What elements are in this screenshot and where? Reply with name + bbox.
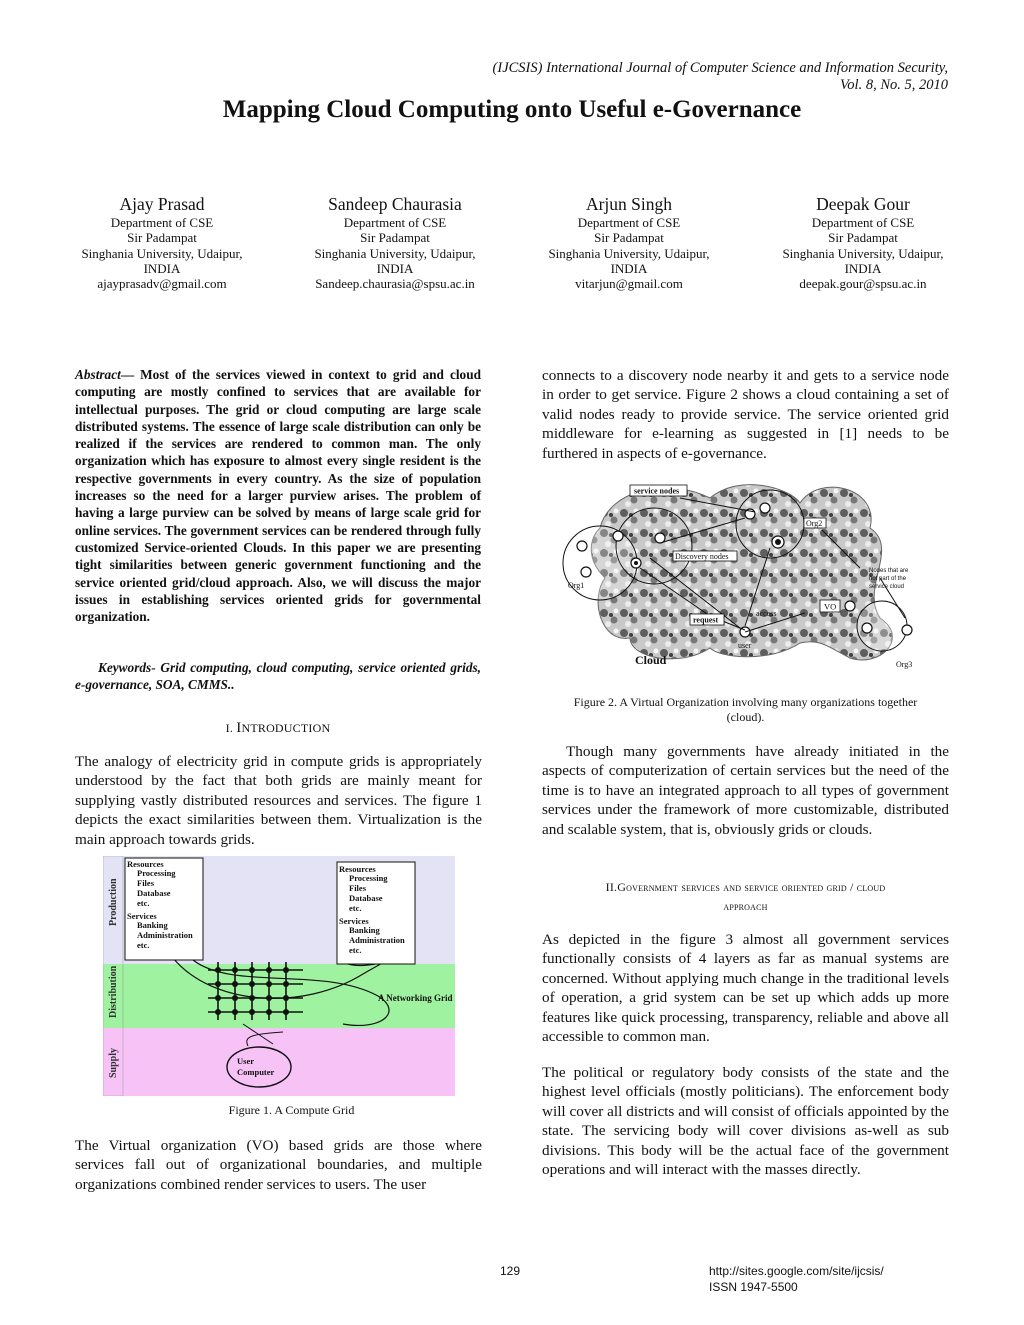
box1-administration: Administration [137,930,193,940]
author-name: Ajay Prasad [119,194,205,214]
right-paragraph-1: connects to a discovery node nearby it and gets to a service node in order to get service. Figure 2 shows a cloud containing a set of valid nodes ready to provide service. The service oriented grid middleware for e-learning as suggested in [1] needs to be furthered in aspects of e-governance. [542,367,949,462]
box1-etc2: etc. [137,940,150,950]
nodes-note-line1: Nodes that are [869,568,909,574]
right-paragraph-4: The political or regulatory body consists of the state and the highest level officials (mostly politicians). The enforcement body will cover all districts and will consist of officials appointed by the state. The servicing body will cover divisions as-well as sub divisions. This body will be the actual face of the government operations and will interact with the masses directly. [542,1064,949,1179]
box2-processing: Processing [349,873,388,883]
author-email: deepak.gour@spsu.ac.in [799,276,927,292]
abstract-lead: Abstract [75,367,121,382]
intro-paragraph-2: The Virtual organization (VO) based grids are those where services fall out of organizational boundaries, and multiple organizations combined render services to users. The user [75,1137,482,1193]
section-title-rest: NTRODUCTION [241,721,331,735]
cloud-label: Cloud [635,653,667,667]
nodes-note-line2: not part of the [869,576,907,582]
author-email: ajayprasadv@gmail.com [97,276,227,292]
paper-title: Mapping Cloud Computing onto Useful e-Governance [222,96,802,123]
author-univ: Singhania University, Udaipur, [81,245,243,261]
abstract [75,366,481,625]
author-inst: Sir Padampat [360,230,430,246]
author-univ: Singhania University, Udaipur, [782,245,944,261]
intro-paragraph-1: The analogy of electricity grid in compute grids is appropriately understood by the fact that both grids are mainly meant for supplying vastly distributed resources and services. The figure 1 depicts the exact similarities between them. Virtualization is the main approach towards grids. [75,753,482,848]
author-country: INDIA [376,260,414,276]
networking-grid-label: A Networking Grid [378,993,453,1003]
box2-database: Database [349,893,383,903]
author-dept: Department of CSE [110,215,214,230]
abstract-dash: — [120,367,135,382]
user-label: user [738,641,752,650]
page-number: 129 [500,1264,521,1278]
user-label: User [237,1056,254,1066]
author-dept: Department of CSE [577,215,681,230]
right-paragraph-2: Though many governments have already initiated in the aspects of computerization of certain services but the need of the time is to have an integrated approach to all types of government services under the framework of more customizable, distributed and scalable system, that is, obviously grids or clouds. [542,743,949,838]
box2-etc2: etc. [349,945,362,955]
author-univ: Singhania University, Udaipur, [314,245,476,261]
author-name: Deepak Gour [816,194,910,214]
figure-2-caption-line1: Figure 2. A Virtual Organization involving many organizations together [573,695,918,709]
box1-database: Database [137,888,171,898]
request-label: request [693,615,719,625]
author-country: INDIA [143,260,181,276]
box2-files: Files [349,883,366,893]
keywords: Keywords- Grid computing, cloud computing, service oriented grids, e-governance, SOA, CMMS.. [75,660,481,693]
figure-1-compute-grid [103,856,455,1096]
section-heading-2 [542,878,949,916]
band-label-distribution: Distribution [108,965,119,1018]
band-label-supply: Supply [108,1047,119,1078]
journal-volume: Vol. 8, No. 5, 2010 [840,77,948,93]
abstract-text: Most of the services viewed in context to grid and cloud computing are mostly confined to services that are available for intellectual purposes. The grid or cloud computing are large scale distributed systems. The essence of large scale distribution can only be realized if the services are rendered to common man. The only organization which has exposure to almost every single resident is the respective governments in every country. As the size of population increases so the need for a larger purview arises. The problem of having a large purview can be solved by means of large scale grid for online services. The government services can be rendered through fully customized Service-oriented Clouds. In this paper we are presenting tight similarities between generic government functioning and the service oriented grid/cloud approach. Also, we will discuss the major issues in establishing services oriented grids for governmental organization. [75,367,481,625]
author-inst: Sir Padampat [127,230,197,246]
org3-label: Org3 [896,660,913,669]
section-initial: I [236,720,242,736]
discovery-nodes-label: Discovery nodes [675,552,729,561]
author-block [758,193,968,291]
org2-label: Org2 [806,519,823,528]
footer-issn: ISSN 1947-5500 [709,1280,798,1294]
author-country: INDIA [610,260,648,276]
author-inst: Sir Padampat [594,230,664,246]
section-2-title-line2: approach [723,899,768,913]
author-country: INDIA [844,260,882,276]
author-univ: Singhania University, Udaipur, [548,245,710,261]
box1-banking: Banking [137,920,168,930]
journal-name: (IJCSIS) International Journal of Computer Science and Information Security, [492,60,948,76]
author-dept: Department of CSE [811,215,915,230]
figure-2-caption-line2: (cloud). [726,710,765,724]
computer-label: Computer [237,1067,275,1077]
section-heading-introduction [75,720,481,737]
figure-1-caption: Figure 1. A Compute Grid [228,1103,355,1117]
box1-etc: etc. [137,898,150,908]
org1-label: Org1 [568,581,585,590]
figure-2-virtual-organization [560,468,932,678]
vo-label: VO [824,601,837,612]
access-label: access [756,609,777,618]
box1-resources: Resources [127,859,164,869]
box2-services: Services [339,916,369,926]
author-dept: Department of CSE [343,215,447,230]
author-block [290,193,500,291]
service-nodes-label: service nodes [634,486,680,496]
author-block [524,193,734,291]
author-email: vitarjun@gmail.com [575,276,683,292]
journal-header [493,60,948,94]
box2-banking: Banking [349,925,380,935]
figure-2-caption [542,695,949,725]
band-label-production: Production [108,878,119,926]
box1-processing: Processing [137,868,176,878]
author-name: Sandeep Chaurasia [328,194,462,214]
nodes-note-line3: service cloud [869,584,905,590]
box1-services: Services [127,911,157,921]
author-name: Arjun Singh [585,194,673,214]
author-email: Sandeep.chaurasia@spsu.ac.in [315,276,475,292]
footer-url: http://sites.google.com/site/ijcsis/ [709,1264,884,1278]
author-block [57,193,267,291]
right-paragraph-3: As depicted in the figure 3 almost all government services functionally consists of 4 layers as far as manual systems are concerned. Without applying much change in the traditional levels of operation, a grid system can be set up which adds up more features like quick processing, transparency, reliable and above all accessible to common man. [542,931,949,1046]
box2-etc: etc. [349,903,362,913]
box1-files: Files [137,878,154,888]
section-number: I. [225,721,237,735]
author-inst: Sir Padampat [828,230,898,246]
section-2-title-line1: II.Government services and service oriented grid / cloud [605,880,886,894]
box2-resources: Resources [339,864,376,874]
box2-administration: Administration [349,935,405,945]
